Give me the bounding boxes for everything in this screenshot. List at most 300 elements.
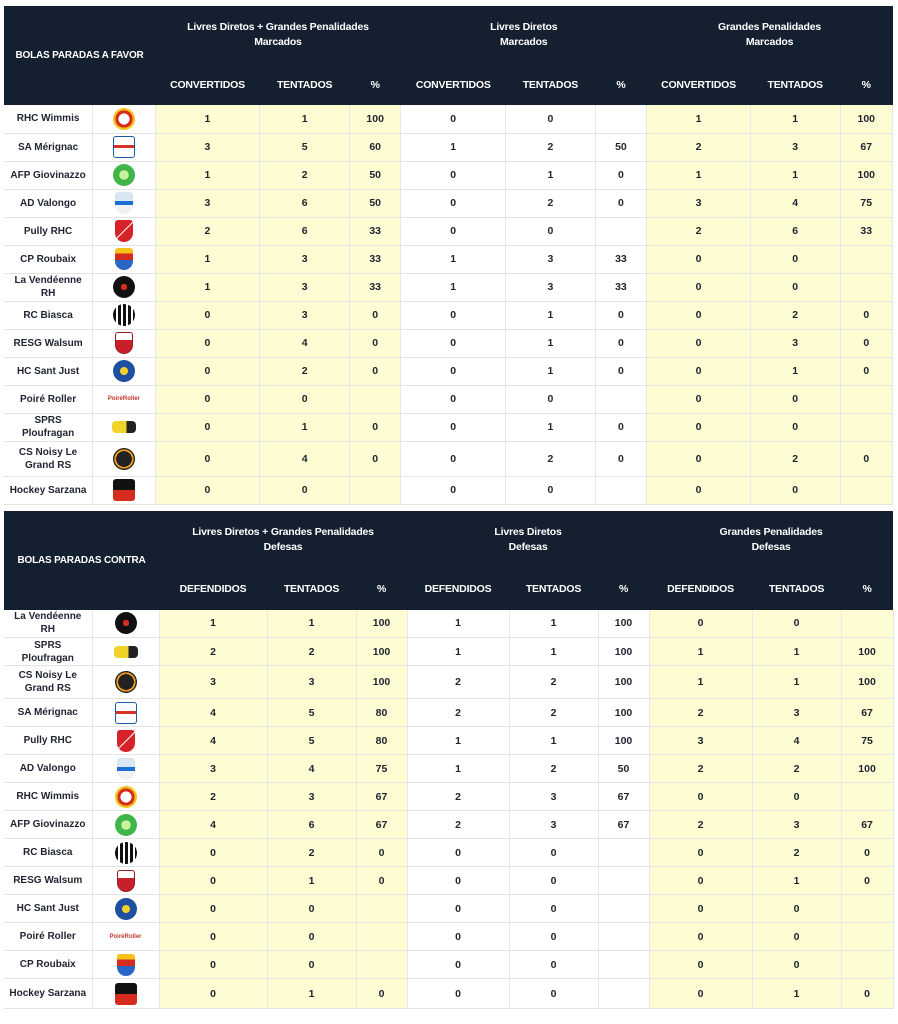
team-logo-cell [93, 217, 155, 245]
stat-cell: 0 [159, 839, 267, 867]
stat-cell: 1 [750, 105, 840, 133]
stat-cell: 1 [649, 638, 752, 666]
stat-cell: 2 [506, 189, 596, 217]
team-name[interactable]: RESG Walsum [4, 329, 93, 357]
team-logo-icon [113, 304, 135, 326]
stat-cell [595, 385, 646, 413]
stat-cell: 0 [649, 895, 752, 923]
stat-cell: 0 [752, 923, 841, 951]
column-header[interactable]: CONVERTIDOS [401, 64, 506, 105]
table-row [4, 385, 893, 413]
column-header[interactable]: TENTADOS [267, 569, 356, 610]
stats-page [4, 0, 893, 1009]
stat-cell [840, 476, 893, 504]
stat-cell: 4 [267, 755, 356, 783]
column-header[interactable]: DEFENDIDOS [407, 569, 509, 610]
column-header[interactable]: DEFENDIDOS [159, 569, 267, 610]
stat-cell: 0 [155, 441, 260, 476]
stat-cell: 100 [841, 755, 893, 783]
stat-cell: 0 [506, 476, 596, 504]
team-logo-cell [93, 476, 155, 504]
stat-cell: 0 [159, 923, 267, 951]
stat-cell: 0 [509, 979, 598, 1009]
column-header[interactable]: CONVERTIDOS [155, 64, 260, 105]
stat-cell [349, 385, 400, 413]
team-name[interactable]: AFP Giovinazzo [4, 811, 92, 839]
stat-cell: 1 [267, 610, 356, 638]
team-logo-cell [92, 699, 159, 727]
team-name[interactable]: RHC Wimmis [4, 105, 93, 133]
stat-cell: 2 [750, 301, 840, 329]
stat-cell [598, 839, 649, 867]
stat-cell: 1 [407, 610, 509, 638]
stat-cell: 75 [840, 189, 893, 217]
stat-cell [598, 979, 649, 1009]
team-logo-icon [115, 842, 137, 864]
stat-cell: 0 [595, 441, 646, 476]
stat-cell: 0 [401, 413, 506, 441]
team-name[interactable]: RHC Wimmis [4, 783, 92, 811]
group-header-line1: Livres Diretos [494, 525, 562, 538]
stat-cell: 67 [356, 811, 407, 839]
team-logo-icon [115, 898, 137, 920]
stat-cell [598, 895, 649, 923]
stat-cell: 0 [159, 895, 267, 923]
team-name[interactable]: RC Biasca [4, 301, 93, 329]
stat-cell: 4 [750, 189, 840, 217]
stat-cell: 2 [407, 699, 509, 727]
table-row [4, 895, 893, 923]
team-logo-icon [115, 248, 133, 270]
stat-cell: 0 [840, 301, 893, 329]
stat-cell: 1 [407, 755, 509, 783]
stat-cell: 0 [509, 839, 598, 867]
group-header-line2: Marcados [745, 36, 794, 48]
stat-cell: 2 [649, 699, 752, 727]
column-header[interactable]: TENTADOS [509, 569, 598, 610]
stat-cell: 4 [260, 329, 350, 357]
bolas-paradas-a-favor-table [4, 6, 893, 505]
stat-cell: 3 [752, 811, 841, 839]
table-row [4, 245, 893, 273]
stat-cell: 0 [750, 476, 840, 504]
group-header-line2: Marcados [500, 36, 548, 48]
stat-cell [598, 923, 649, 951]
table-title: BOLAS PARADAS A FAVOR [4, 6, 155, 105]
stat-cell: 0 [407, 979, 509, 1009]
stat-cell [841, 923, 893, 951]
stat-cell [356, 923, 407, 951]
stat-cell: 3 [260, 245, 350, 273]
column-header[interactable]: DEFENDIDOS [649, 569, 752, 610]
stat-cell: 4 [260, 441, 350, 476]
stat-cell: 1 [155, 273, 260, 301]
stat-cell: 1 [401, 245, 506, 273]
stat-cell: 100 [598, 727, 649, 755]
team-name[interactable]: CP Roubaix [4, 951, 92, 979]
stat-cell: 0 [649, 839, 752, 867]
team-name[interactable]: AD Valongo [4, 189, 93, 217]
stat-cell: 67 [356, 783, 407, 811]
team-logo-cell [92, 839, 159, 867]
team-name[interactable]: CS Noisy Le Grand RS [4, 441, 93, 476]
stat-cell: 0 [750, 413, 840, 441]
stat-cell: 1 [155, 105, 260, 133]
stat-cell: 0 [647, 273, 751, 301]
stat-cell: 3 [647, 189, 751, 217]
stat-cell: 1 [509, 727, 598, 755]
team-name[interactable]: AD Valongo [4, 755, 92, 783]
stat-cell: 3 [260, 273, 350, 301]
team-name[interactable]: Pully RHC [4, 727, 92, 755]
table-row [4, 189, 893, 217]
stat-cell [349, 476, 400, 504]
stat-cell: 0 [595, 329, 646, 357]
team-name[interactable]: Poiré Roller [4, 923, 92, 951]
team-logo-icon [115, 702, 137, 724]
stat-cell: 50 [349, 189, 400, 217]
stat-cell: 33 [595, 273, 646, 301]
stat-cell: 0 [649, 783, 752, 811]
stat-cell: 67 [841, 699, 893, 727]
stat-cell: 1 [649, 666, 752, 699]
table-row [4, 413, 893, 441]
team-logo-icon: PoiréRoller [109, 933, 142, 940]
stat-cell: 0 [649, 951, 752, 979]
stat-cell: 3 [506, 273, 596, 301]
stat-cell: 0 [647, 329, 751, 357]
stat-cell: 100 [598, 610, 649, 638]
team-name[interactable]: AFP Giovinazzo [4, 161, 93, 189]
group-header [407, 511, 649, 569]
stat-cell: 2 [159, 783, 267, 811]
stat-cell: 0 [649, 979, 752, 1009]
stat-cell: 2 [267, 839, 356, 867]
stat-cell: 1 [506, 301, 596, 329]
stat-cell: 2 [649, 811, 752, 839]
stat-cell: 0 [509, 951, 598, 979]
stat-cell: 1 [752, 666, 841, 699]
team-name[interactable]: Hockey Sarzana [4, 979, 92, 1009]
stat-cell: 0 [647, 301, 751, 329]
stat-cell: 2 [407, 811, 509, 839]
team-logo-cell [92, 666, 159, 699]
stat-cell [356, 895, 407, 923]
stat-cell: 1 [407, 638, 509, 666]
stat-cell: 75 [841, 727, 893, 755]
group-header-line2: Defesas [508, 540, 548, 553]
stat-cell: 33 [595, 245, 646, 273]
team-logo-icon [113, 136, 135, 158]
team-name[interactable]: CP Roubaix [4, 245, 93, 273]
stat-cell: 50 [595, 133, 646, 161]
stat-cell: 3 [155, 189, 260, 217]
group-header-line1: Livres Diretos + Grandes Penalidades [192, 525, 374, 538]
team-logo-icon [115, 192, 133, 214]
stat-cell: 100 [356, 666, 407, 699]
stat-cell: 1 [407, 727, 509, 755]
team-logo-icon [115, 220, 133, 242]
stat-cell: 1 [155, 245, 260, 273]
table-row [4, 923, 893, 951]
team-logo-cell [93, 413, 155, 441]
team-logo-icon: PoiréRoller [107, 396, 140, 403]
stat-cell: 0 [649, 867, 752, 895]
table-row [4, 755, 893, 783]
stat-cell: 0 [356, 867, 407, 895]
stat-cell: 0 [647, 441, 751, 476]
column-header[interactable]: CONVERTIDOS [647, 64, 751, 105]
team-logo-cell [92, 951, 159, 979]
stat-cell: 67 [840, 133, 893, 161]
column-header[interactable]: TENTADOS [750, 64, 840, 105]
group-header-line1: Grandes Penalidades [719, 525, 823, 538]
team-name[interactable]: Hockey Sarzana [4, 476, 93, 504]
team-name[interactable]: SPRS Ploufragan [4, 638, 92, 666]
team-name[interactable]: HC Sant Just [4, 895, 92, 923]
team-logo-icon [113, 479, 135, 501]
stat-cell: 0 [401, 441, 506, 476]
table-row [4, 105, 893, 133]
stat-cell: 0 [750, 245, 840, 273]
stat-cell: 1 [509, 638, 598, 666]
stat-cell: 0 [752, 610, 841, 638]
stat-cell: 0 [159, 979, 267, 1009]
team-name[interactable]: SA Mérignac [4, 133, 93, 161]
team-logo-icon [115, 983, 137, 1005]
stat-cell: 2 [260, 357, 350, 385]
stat-cell [840, 413, 893, 441]
table-row [4, 161, 893, 189]
table-row [4, 133, 893, 161]
stat-cell: 1 [267, 979, 356, 1009]
group-header [159, 511, 407, 569]
stat-cell: 0 [401, 357, 506, 385]
stat-cell: 1 [267, 867, 356, 895]
stat-cell: 2 [752, 755, 841, 783]
stat-cell: 3 [649, 727, 752, 755]
stat-cell: 100 [356, 610, 407, 638]
stat-cell: 1 [401, 273, 506, 301]
stat-cell: 60 [349, 133, 400, 161]
stat-cell: 0 [155, 329, 260, 357]
stat-cell: 0 [401, 189, 506, 217]
stat-cell: 1 [506, 329, 596, 357]
stat-cell: 0 [509, 895, 598, 923]
stat-cell [841, 610, 893, 638]
stat-cell: 2 [509, 666, 598, 699]
team-logo-icon [113, 164, 135, 186]
team-name[interactable]: La Vendéenne RH [4, 610, 92, 638]
table-row [4, 727, 893, 755]
stat-cell: 0 [649, 923, 752, 951]
stat-cell: 1 [159, 610, 267, 638]
stat-cell: 3 [750, 133, 840, 161]
table-row [4, 699, 893, 727]
column-header[interactable]: % [841, 569, 893, 610]
stat-cell: 100 [349, 105, 400, 133]
stat-cell: 100 [598, 666, 649, 699]
group-header-line2: Defesas [751, 540, 791, 553]
stat-cell: 2 [407, 783, 509, 811]
team-logo-cell [93, 273, 155, 301]
stat-cell: 0 [509, 867, 598, 895]
team-name[interactable]: HC Sant Just [4, 357, 93, 385]
table-row [4, 979, 893, 1009]
stat-cell: 1 [750, 161, 840, 189]
group-header-line1: Grandes Penalidades [718, 21, 822, 33]
team-name[interactable]: La Vendéenne RH [4, 273, 93, 301]
stat-cell: 1 [752, 867, 841, 895]
stat-cell: 0 [155, 357, 260, 385]
column-header[interactable]: % [598, 569, 649, 610]
stat-cell: 0 [407, 867, 509, 895]
stat-cell: 0 [407, 923, 509, 951]
stat-cell: 3 [506, 245, 596, 273]
column-header[interactable]: TENTADOS [752, 569, 841, 610]
stat-cell: 0 [349, 357, 400, 385]
stat-cell: 0 [407, 951, 509, 979]
stat-cell: 2 [506, 133, 596, 161]
stat-cell: 80 [356, 699, 407, 727]
table-row [4, 839, 893, 867]
group-header-line1: Livres Diretos [490, 21, 558, 33]
stat-cell: 6 [750, 217, 840, 245]
stat-cell: 100 [840, 161, 893, 189]
stat-cell [598, 951, 649, 979]
team-logo-icon [117, 870, 135, 892]
team-name[interactable]: CS Noisy Le Grand RS [4, 666, 92, 699]
stat-cell: 0 [260, 476, 350, 504]
stat-cell: 0 [647, 357, 751, 385]
team-logo-cell [92, 610, 159, 638]
stat-cell: 2 [647, 133, 751, 161]
stat-cell: 0 [506, 385, 596, 413]
team-name[interactable]: RC Biasca [4, 839, 92, 867]
stat-cell: 0 [840, 329, 893, 357]
stat-cell [841, 951, 893, 979]
team-logo-cell [92, 811, 159, 839]
stat-cell: 1 [647, 161, 751, 189]
team-logo-cell [92, 867, 159, 895]
stat-cell [840, 385, 893, 413]
team-name[interactable]: SPRS Ploufragan [4, 413, 93, 441]
stat-cell: 0 [349, 301, 400, 329]
stat-cell: 0 [401, 329, 506, 357]
team-logo-cell [92, 923, 159, 951]
team-logo-icon [115, 814, 137, 836]
column-header[interactable]: % [356, 569, 407, 610]
team-name[interactable]: SA Mérignac [4, 699, 92, 727]
table-row [4, 951, 893, 979]
team-logo-cell [92, 895, 159, 923]
group-header [155, 6, 401, 64]
column-header[interactable]: % [840, 64, 893, 105]
stat-cell: 1 [155, 161, 260, 189]
table-title: BOLAS PARADAS CONTRA [4, 511, 159, 610]
stat-cell: 1 [506, 161, 596, 189]
stat-cell: 50 [349, 161, 400, 189]
stat-cell: 0 [356, 979, 407, 1009]
team-name[interactable]: RESG Walsum [4, 867, 92, 895]
stat-cell: 2 [750, 441, 840, 476]
stat-cell: 0 [841, 979, 893, 1009]
group-header [401, 6, 647, 64]
table-row [4, 610, 893, 638]
stat-cell: 33 [349, 273, 400, 301]
stat-cell: 100 [598, 638, 649, 666]
stat-cell [595, 105, 646, 133]
stat-cell: 5 [267, 727, 356, 755]
stat-cell: 0 [595, 357, 646, 385]
stat-cell: 2 [267, 638, 356, 666]
column-header[interactable]: TENTADOS [506, 64, 596, 105]
stat-cell: 3 [752, 699, 841, 727]
stat-cell [598, 867, 649, 895]
stat-cell: 0 [752, 783, 841, 811]
team-logo-cell [93, 133, 155, 161]
stat-cell: 0 [595, 413, 646, 441]
table-row [4, 217, 893, 245]
table-row [4, 867, 893, 895]
stat-cell: 0 [506, 105, 596, 133]
stat-cell: 3 [159, 755, 267, 783]
stat-cell: 0 [841, 839, 893, 867]
stat-cell: 0 [267, 895, 356, 923]
column-header[interactable]: TENTADOS [260, 64, 350, 105]
stat-cell: 0 [159, 951, 267, 979]
stat-cell: 67 [598, 783, 649, 811]
stat-cell: 2 [752, 839, 841, 867]
stat-cell: 0 [840, 357, 893, 385]
team-logo-cell [93, 161, 155, 189]
stat-cell: 0 [401, 105, 506, 133]
stat-cell: 0 [750, 385, 840, 413]
stat-cell: 0 [267, 951, 356, 979]
team-logo-cell [93, 301, 155, 329]
stat-cell: 4 [752, 727, 841, 755]
stat-cell: 100 [356, 638, 407, 666]
team-logo-icon [112, 421, 136, 433]
stat-cell: 3 [267, 783, 356, 811]
stat-cell: 75 [356, 755, 407, 783]
stat-cell: 0 [401, 385, 506, 413]
team-name[interactable]: Poiré Roller [4, 385, 93, 413]
stat-cell: 1 [509, 610, 598, 638]
stat-cell: 33 [840, 217, 893, 245]
stat-cell: 0 [647, 413, 751, 441]
stat-cell [595, 217, 646, 245]
stat-cell: 1 [752, 638, 841, 666]
stat-cell: 4 [159, 727, 267, 755]
stat-cell: 2 [506, 441, 596, 476]
column-header[interactable]: % [349, 64, 400, 105]
stat-cell: 0 [349, 329, 400, 357]
team-logo-icon [113, 448, 135, 470]
stat-cell: 0 [155, 413, 260, 441]
column-header[interactable]: % [595, 64, 646, 105]
stat-cell: 6 [267, 811, 356, 839]
stat-cell: 0 [401, 476, 506, 504]
stat-cell: 5 [260, 133, 350, 161]
stat-cell: 0 [647, 385, 751, 413]
stat-cell: 0 [155, 301, 260, 329]
stat-cell: 0 [356, 839, 407, 867]
stat-cell: 1 [401, 133, 506, 161]
stat-cell: 1 [260, 105, 350, 133]
team-name[interactable]: Pully RHC [4, 217, 93, 245]
stat-cell: 6 [260, 217, 350, 245]
